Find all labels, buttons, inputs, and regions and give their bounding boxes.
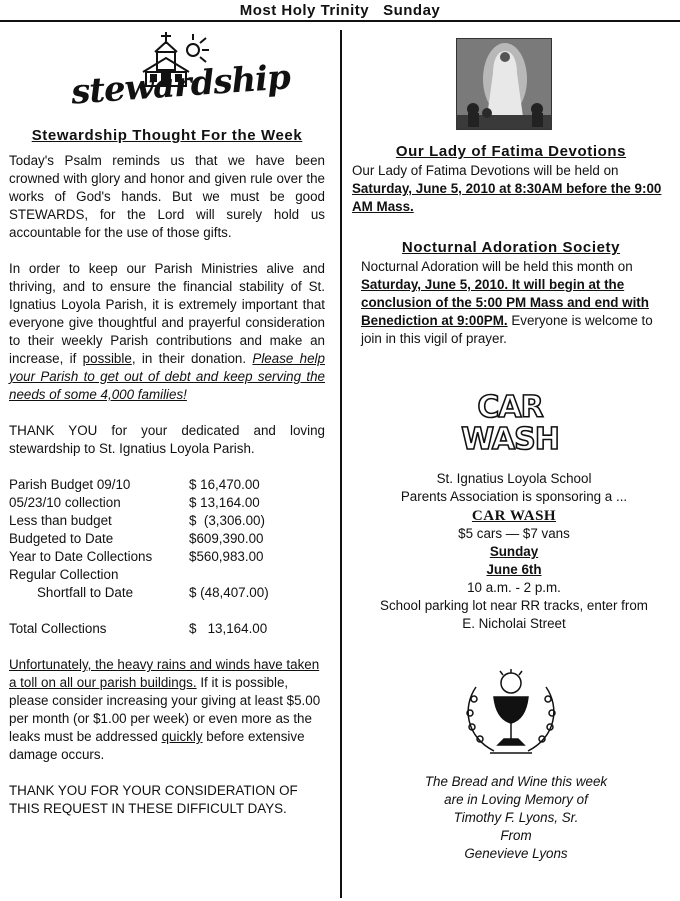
total-collections-value: $ 13,164.00	[189, 621, 268, 636]
car-wash-price: $5 cars — $7 vans	[458, 526, 570, 541]
table-row	[9, 584, 269, 602]
stewardship-logo	[9, 28, 325, 120]
fatima-image	[456, 38, 552, 130]
car-wash-location-2: E. Nicholai Street	[462, 616, 566, 631]
adoration-paragraph	[352, 258, 670, 348]
page-header	[0, 0, 680, 22]
help-parish-plea: Please help your Parish to get out of debt and keep serving the needs of some 4,000 families!	[9, 351, 325, 402]
car-wash-title: CAR WASH	[471, 508, 557, 524]
column-divider	[340, 30, 342, 898]
stewardship-wordmark: stewardship	[69, 57, 292, 113]
budget-value: $560,983.00	[189, 549, 264, 564]
stewardship-thought-title: Stewardship Thought For the Week	[31, 127, 303, 144]
adoration-text: Nocturnal Adoration will be held this month on	[361, 259, 633, 274]
table-row	[9, 602, 269, 620]
fatima-date: Saturday, June 5, 2010 at 8:30AM before the 9:00 AM Mass.	[352, 181, 662, 214]
adoration-text-2: Everyone is welcome to join in this vigil of prayer.	[361, 313, 653, 346]
ministries-paragraph	[9, 260, 325, 404]
budget-label: Less than budget	[9, 513, 112, 528]
page-header-title: Most Holy Trinity Sunday	[239, 2, 441, 19]
table-row	[9, 548, 269, 566]
adoration-title: Nocturnal Adoration Society	[401, 239, 621, 256]
budget-label: 05/23/10 collection	[9, 495, 121, 510]
shortfall-label: Shortfall to Date	[37, 585, 134, 600]
total-collections-label: Total Collections	[9, 621, 107, 636]
fatima-title: Our Lady of Fatima Devotions	[395, 143, 627, 160]
budget-value: $ (3,306.00)	[189, 513, 265, 528]
table-row	[9, 620, 269, 638]
memorial-line-5: Genevieve Lyons	[464, 846, 568, 861]
car-wash-section	[352, 470, 670, 633]
rain-damage-heading: Unfortunately, the heavy rains and winds have taken a toll on all our parish buildings.	[9, 657, 320, 690]
budget-value: $ 13,164.00	[189, 495, 260, 510]
table-row	[9, 476, 269, 494]
car-wash-date: June 6th	[486, 562, 542, 577]
thank-you-paragraph: THANK YOU for your dedicated and loving stewardship to St. Ignatius Loyola Parish.	[9, 423, 325, 456]
ministries-text-2: , in their donation.	[131, 351, 253, 366]
car-wash-day: Sunday	[489, 544, 539, 559]
fatima-text: Our Lady of Fatima Devotions will be held on	[352, 163, 619, 178]
rain-damage-text-2: before extensive damage occurs.	[9, 729, 305, 762]
table-row	[9, 530, 269, 548]
table-row	[9, 494, 269, 512]
possible-text: possible	[82, 351, 132, 366]
right-column	[352, 38, 670, 863]
left-column	[9, 28, 325, 818]
closing-paragraph: THANK YOU FOR YOUR CONSIDERATION OF THIS REQUEST IN THESE DIFFICULT DAYS.	[9, 783, 298, 816]
ministries-text: In order to keep our Parish Ministries alive and thriving, and to ensure the financial stability of St. Ignatius Loyola Parish, it is extremely important that everyone give thoughtful and prayerful consideration to their weekly Parish contributions and make an increase, if	[9, 261, 325, 366]
memorial-line-3: Timothy F. Lyons, Sr.	[453, 810, 579, 825]
budget-label: Year to Date Collections	[9, 549, 153, 564]
rain-damage-paragraph	[9, 656, 325, 764]
table-row	[9, 566, 269, 584]
adoration-date: Saturday, June 5, 2010. It will begin at the conclusion of the 5:00 PM Mass and end with Benediction at 9:00PM.	[361, 277, 649, 328]
budget-value: $609,390.00	[189, 531, 264, 546]
chalice-graphic	[456, 667, 566, 759]
regular-collection-label: Regular Collection	[9, 567, 119, 582]
chalice-icon	[456, 667, 566, 759]
budget-label: Budgeted to Date	[9, 531, 114, 546]
table-row	[9, 512, 269, 530]
budget-value: $ 16,470.00	[189, 477, 260, 492]
car-wash-location-1: School parking lot near RR tracks, enter from	[380, 598, 648, 613]
quickly-text: quickly	[161, 729, 203, 744]
memorial-line-1: The Bread and Wine this week	[424, 774, 608, 789]
memorial-section	[352, 773, 670, 863]
car-wash-line-2: Parents Association is sponsoring a ...	[400, 489, 628, 504]
rain-damage-text: If it is possible, please consider increasing your giving at least $5.00 per month (or $1.00 per week) or even more as the leaks must be addressed	[9, 675, 321, 744]
fatima-paragraph	[352, 162, 670, 216]
car-wash-art-text: CAR WASH	[461, 390, 559, 457]
madonna-icon	[457, 39, 552, 130]
shortfall-value: $ (48,407.00)	[189, 585, 269, 600]
memorial-line-4: From	[500, 828, 532, 843]
psalm-paragraph: Today's Psalm reminds us that we have been crowned with glory and honor and given rule over the works of God's hands. But we must be good STEWARDS, for the Lord will surely hold us accountable for the use of those gifts.	[9, 153, 325, 240]
budget-label: Parish Budget 09/10	[9, 477, 131, 492]
car-wash-line-1: St. Ignatius Loyola School	[436, 471, 592, 486]
budget-table	[9, 476, 269, 638]
car-wash-time: 10 a.m. - 2 p.m.	[467, 580, 561, 595]
car-wash-graphic	[458, 388, 562, 464]
memorial-line-2: are in Loving Memory of	[444, 792, 588, 807]
